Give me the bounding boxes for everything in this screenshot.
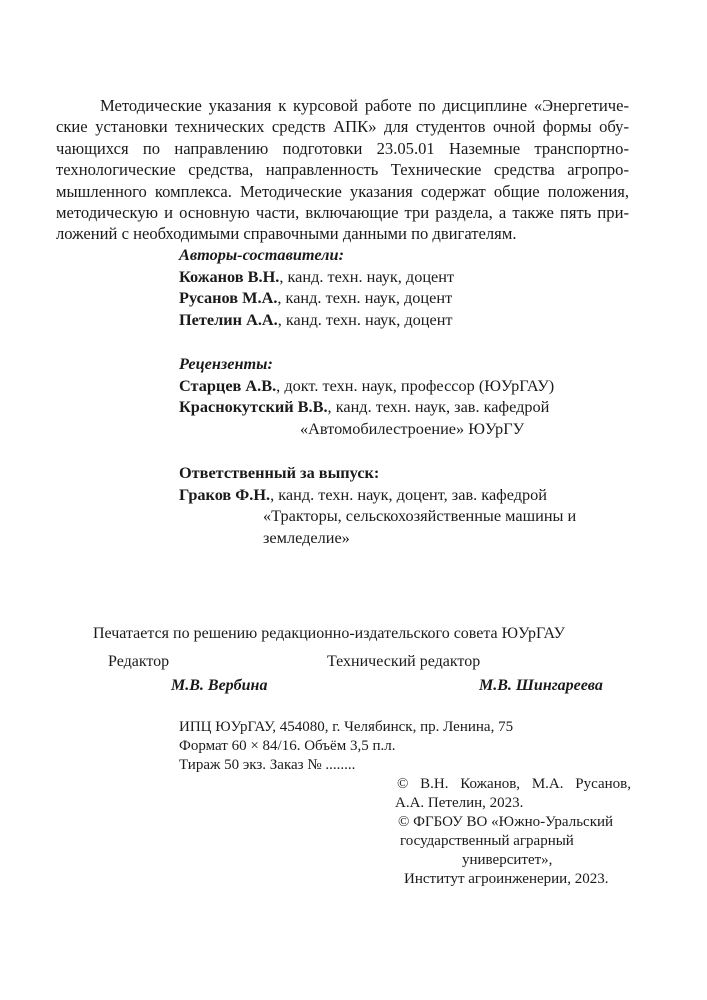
reviewer-continuation: «Автомобилестроение» ЮУрГУ (300, 418, 525, 438)
editor-name: М.В. Вербина (171, 677, 268, 694)
copyright-line: © В.Н. Кожанов, М.А. Русанов, (397, 776, 631, 792)
author-title: , канд. техн. наук, доцент (277, 288, 453, 307)
abstract-line: мышленного комплекса. Методические указания содержат общие положения, (56, 181, 629, 201)
responsible-heading: Ответственный за выпуск: (179, 463, 380, 482)
abstract-line: технологические средства, направленность Технические средства агропро- (56, 160, 629, 180)
responsible-continuation: земледелие» (263, 527, 350, 547)
author-name: Кожанов В.Н. (179, 266, 280, 286)
editor-label: Редактор (108, 653, 170, 670)
publisher-info (179, 718, 513, 775)
abstract-line: Методические указания к курсовой работе по дисциплине «Энергетиче- (100, 96, 629, 115)
publish-note: Печатается по решению редакционно-издательского совета ЮУрГАУ (93, 625, 566, 642)
responsible-entry (179, 484, 576, 506)
reviewer-title: , канд. техн. наук, зав. кафедрой (327, 397, 550, 416)
reviewer-entry (179, 396, 554, 418)
reviewer-entry (179, 375, 554, 397)
authors-heading: Авторы-составители: (179, 245, 345, 264)
tech-editor-label: Технический редактор (327, 653, 481, 670)
copyright-line: Институт агроинженерии, 2023. (404, 871, 609, 887)
abstract-line: методическую и основную части, включающие три раздела, а также пять при- (56, 202, 629, 222)
copyright-line: А.А. Петелин, 2023. (395, 795, 524, 811)
reviewer-name: Старцев А.В. (179, 375, 277, 395)
author-entry (179, 266, 454, 288)
author-title: , канд. техн. наук, доцент (277, 309, 453, 329)
copyright-line: университет», (462, 852, 553, 868)
responsible-name: Граков Ф.Н. (179, 484, 271, 504)
copyright-block (395, 775, 631, 889)
publisher-line: Формат 60 × 84/16. Объём 3,5 п.л. (179, 738, 396, 754)
author-name: Русанов М.А. (179, 288, 278, 307)
abstract-paragraph (56, 95, 629, 245)
abstract-line: чающихся по направлению подготовки 23.05.01 Наземные транспортно- (56, 138, 629, 158)
publisher-line: ИПЦ ЮУрГАУ, 454080, г. Челябинск, пр. Ленина, 75 (179, 719, 514, 735)
author-entry (179, 309, 454, 331)
tech-editor-name: М.В. Шингареева (479, 677, 603, 694)
author-entry (179, 287, 454, 309)
responsible-continuation: «Тракторы, сельскохозяйственные машины и (263, 506, 577, 525)
copyright-line: государственный аграрный (400, 833, 574, 849)
reviewer-title: , докт. техн. наук, профессор (ЮУрГАУ) (276, 375, 555, 395)
responsible-section (179, 462, 576, 548)
reviewers-section (179, 353, 554, 439)
abstract-line: ложений с необходимыми справочными данными по двигателям. (56, 224, 517, 244)
reviewer-name: Краснокутский В.В. (179, 397, 328, 416)
copyright-line: © ФГБОУ ВО «Южно-Уральский (398, 814, 614, 830)
publisher-line: Тираж 50 экз. Заказ № ........ (179, 757, 356, 773)
reviewers-heading: Рецензенты: (179, 354, 273, 373)
author-name: Петелин А.А. (179, 309, 278, 329)
author-title: , канд. техн. наук, доцент (279, 266, 455, 286)
authors-section (179, 244, 454, 330)
responsible-title: , канд. техн. наук, доцент, зав. кафедрой (270, 484, 548, 504)
abstract-line: ские установки технических средств АПК» для студентов очной формы обу- (56, 117, 629, 137)
